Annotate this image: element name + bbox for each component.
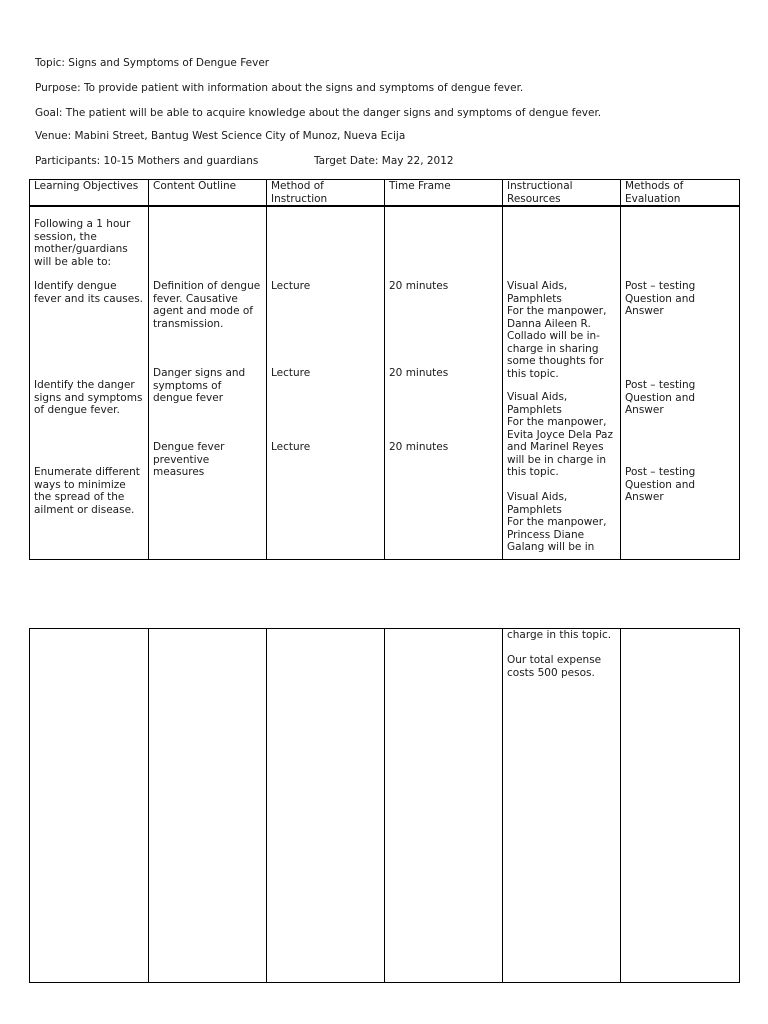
resources-2: Visual Aids, Pamphlets For the manpower, Evita Joyce Dela Paz and Marinel Reyes will be in charge in this topic. (507, 391, 613, 478)
objectives-cell (30, 206, 149, 560)
resources-cell (503, 206, 621, 560)
content-1: Definition of dengue fever. Causative agent and mode of transmission. (153, 280, 261, 330)
evaluation-3: Post – testing Question and Answer (625, 466, 696, 503)
cont-time-cell (385, 629, 503, 983)
method-3: Lecture (271, 441, 311, 453)
target-date: Target Date: May 22, 2012 (314, 155, 454, 167)
evaluation-2: Post – testing Question and Answer (625, 379, 696, 416)
time-3: 20 minutes (389, 441, 449, 453)
cont-method-cell (267, 629, 385, 983)
time-2: 20 minutes (389, 367, 449, 379)
evaluation-1: Post – testing Question and Answer (625, 280, 696, 317)
resources-3-continued: charge in this topic. (507, 629, 612, 641)
objectives-intro: Following a 1 hour session, the mother/guardians will be able to: (34, 218, 131, 268)
participants-line: Participants: 10-15 Mothers and guardians (35, 155, 259, 167)
cont-resources-cell (503, 629, 621, 983)
goal-line: Goal: The patient will be able to acquire knowledge about the danger signs and symptoms of dengue fever. (35, 107, 602, 119)
col-learning-objectives: Learning Objectives (30, 180, 149, 207)
cont-objectives-cell (30, 629, 149, 983)
content-cell (149, 206, 267, 560)
time-1: 20 minutes (389, 280, 449, 292)
method-cell (267, 206, 385, 560)
resources-3: Visual Aids, Pamphlets For the manpower, Princess Diane Galang will be in (507, 491, 607, 553)
method-1: Lecture (271, 280, 311, 292)
content-3: Dengue fever preventive measures (153, 441, 225, 478)
content-2: Danger signs and symptoms of dengue fever (153, 367, 246, 404)
lesson-plan-table (29, 179, 740, 560)
col-method-of-instruction: Method of Instruction (267, 180, 385, 207)
time-cell (385, 206, 503, 560)
evaluation-cell (621, 206, 740, 560)
method-2: Lecture (271, 367, 311, 379)
col-methods-of-evaluation: Methods of Evaluation (621, 180, 740, 207)
objective-3: Enumerate different ways to minimize the spread of the ailment or disease. (34, 466, 140, 516)
total-expense: Our total expense costs 500 pesos. (507, 654, 602, 679)
objective-2: Identify the danger signs and symptoms of dengue fever. (34, 379, 143, 416)
col-instructional-resources: Instructional Resources (503, 180, 621, 207)
lesson-plan-table-continued (29, 628, 740, 983)
cont-evaluation-cell (621, 629, 740, 983)
cont-content-cell (149, 629, 267, 983)
col-time-frame: Time Frame (385, 180, 503, 207)
purpose-line: Purpose: To provide patient with information about the signs and symptoms of dengue fever. (35, 82, 524, 94)
resources-1: Visual Aids, Pamphlets For the manpower, Danna Aileen R. Collado will be in-charge in sharing some thoughts for this topic. (507, 280, 607, 380)
objective-1: Identify dengue fever and its causes. (34, 280, 144, 305)
col-content-outline: Content Outline (149, 180, 267, 207)
venue-line: Venue: Mabini Street, Bantug West Science City of Munoz, Nueva Ecija (35, 130, 406, 142)
topic-line: Topic: Signs and Symptoms of Dengue Fever (35, 57, 270, 69)
